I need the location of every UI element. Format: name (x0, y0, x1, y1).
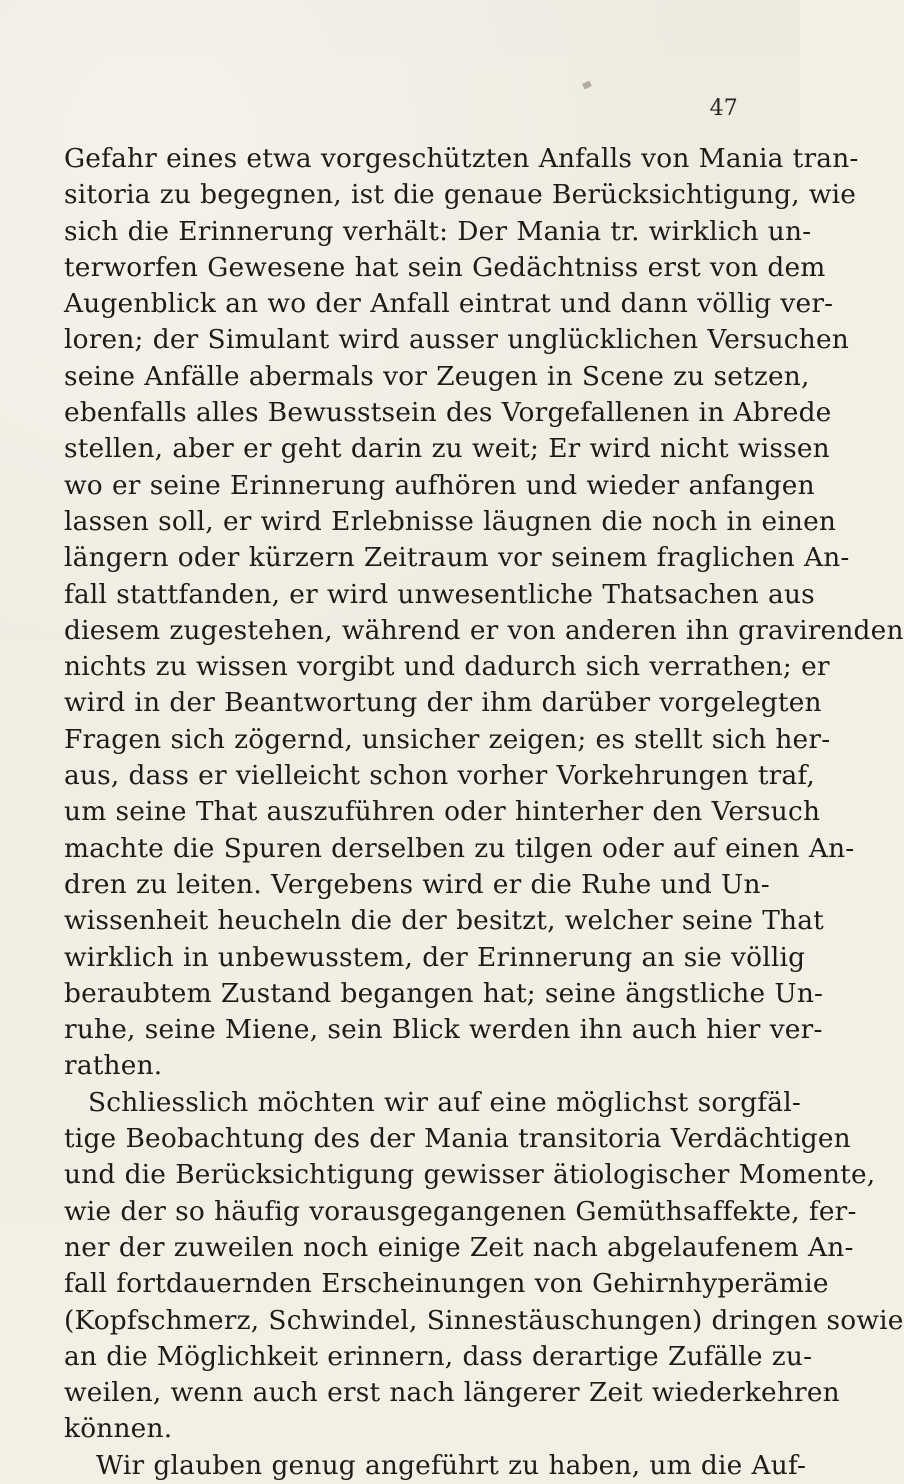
text-line: beraubtem Zustand begangen hat; seine ängstliche Un- (64, 977, 824, 1009)
text-line: um seine That auszuführen oder hinterher den Versuch (64, 796, 821, 828)
text-line: ebenfalls alles Bewusstsein des Vorgefallenen in Abrede (64, 397, 832, 429)
text-line: an die Möglichkeit erinnern, dass derartige Zufälle zu- (64, 1340, 813, 1372)
text-line: sich die Erinnerung verhält: Der Mania tr. wirklich un- (64, 215, 812, 247)
text-line: diesem zugestehen, während er von anderen ihn gravirenden (64, 614, 904, 646)
text-line: ner der zuweilen noch einige Zeit nach abgelaufenem An- (64, 1231, 854, 1263)
text-line: sitoria zu begegnen, ist die genaue Berücksichtigung, wie (64, 179, 857, 211)
text-line: Gefahr eines etwa vorgeschützten Anfalls von Mania tran- (64, 143, 859, 174)
text-line: und die Berücksichtigung gewisser ätiologischer Momente, (64, 1159, 876, 1191)
text-line: Wir glauben genug angeführt zu haben, um die Auf- (96, 1449, 807, 1481)
text-line: terworfen Gewesene hat sein Gedächtniss erst von dem (64, 251, 826, 283)
text-line: stellen, aber er geht darin zu weit; Er wird nicht wissen (64, 433, 830, 465)
text-line: seine Anfälle abermals vor Zeugen in Scene zu setzen, (64, 360, 810, 392)
text-line: weilen, wenn auch erst nach längerer Zeit wiederkehren (64, 1377, 840, 1409)
text-line: Fragen sich zögernd, unsicher zeigen; es stellt sich her- (64, 723, 831, 755)
text-line: tige Beobachtung des der Mania transitoria Verdächtigen (64, 1123, 851, 1155)
text-line: wo er seine Erinnerung aufhören und wieder anfangen (64, 469, 815, 501)
page-number: 47 (709, 96, 738, 121)
text-line: wirklich in unbewusstem, der Erinnerung an sie völlig (64, 941, 806, 973)
text-line: ruhe, seine Miene, sein Blick werden ihn auch hier ver- (64, 1014, 823, 1046)
text-line: wissenheit heucheln die der besitzt, welcher seine That (64, 905, 824, 937)
text-line: Schliesslich möchten wir auf eine möglichst sorgfäl- (88, 1086, 801, 1118)
text-line: lassen soll, er wird Erlebnisse läugnen die noch in einen (64, 505, 837, 537)
text-line: loren; der Simulant wird ausser unglücklichen Versuchen (64, 324, 849, 356)
text-line: längern oder kürzern Zeitraum vor seinem fraglichen An- (64, 542, 850, 574)
text-line: nichts zu wissen vorgibt und dadurch sich verrathen; er (64, 651, 830, 683)
paper-speck (582, 81, 592, 90)
text-line: dren zu leiten. Vergebens wird er die Ruhe und Un- (64, 868, 770, 900)
text-line: wie der so häufig vorausgegangenen Gemüthsaffekte, fer- (64, 1195, 857, 1227)
text-line: fall fortdauernden Erscheinungen von Gehirnhyperämie (64, 1268, 829, 1300)
text-line: rathen. (64, 1050, 163, 1082)
text-line: machte die Spuren derselben zu tilgen oder auf einen An- (64, 832, 855, 864)
text-line: fall stattfanden, er wird unwesentliche Thatsachen aus (64, 578, 815, 610)
text-line: Augenblick an wo der Anfall eintrat und dann völlig ver- (64, 288, 834, 320)
text-line: (Kopfschmerz, Schwindel, Sinnestäuschungen) dringen sowie (64, 1304, 904, 1336)
text-line: wird in der Beantwortung der ihm darüber vorgelegten (64, 687, 822, 719)
text-line: können. (64, 1413, 173, 1445)
body-text (64, 141, 904, 1484)
text-line: aus, dass er vielleicht schon vorher Vorkehrungen traf, (64, 760, 816, 792)
